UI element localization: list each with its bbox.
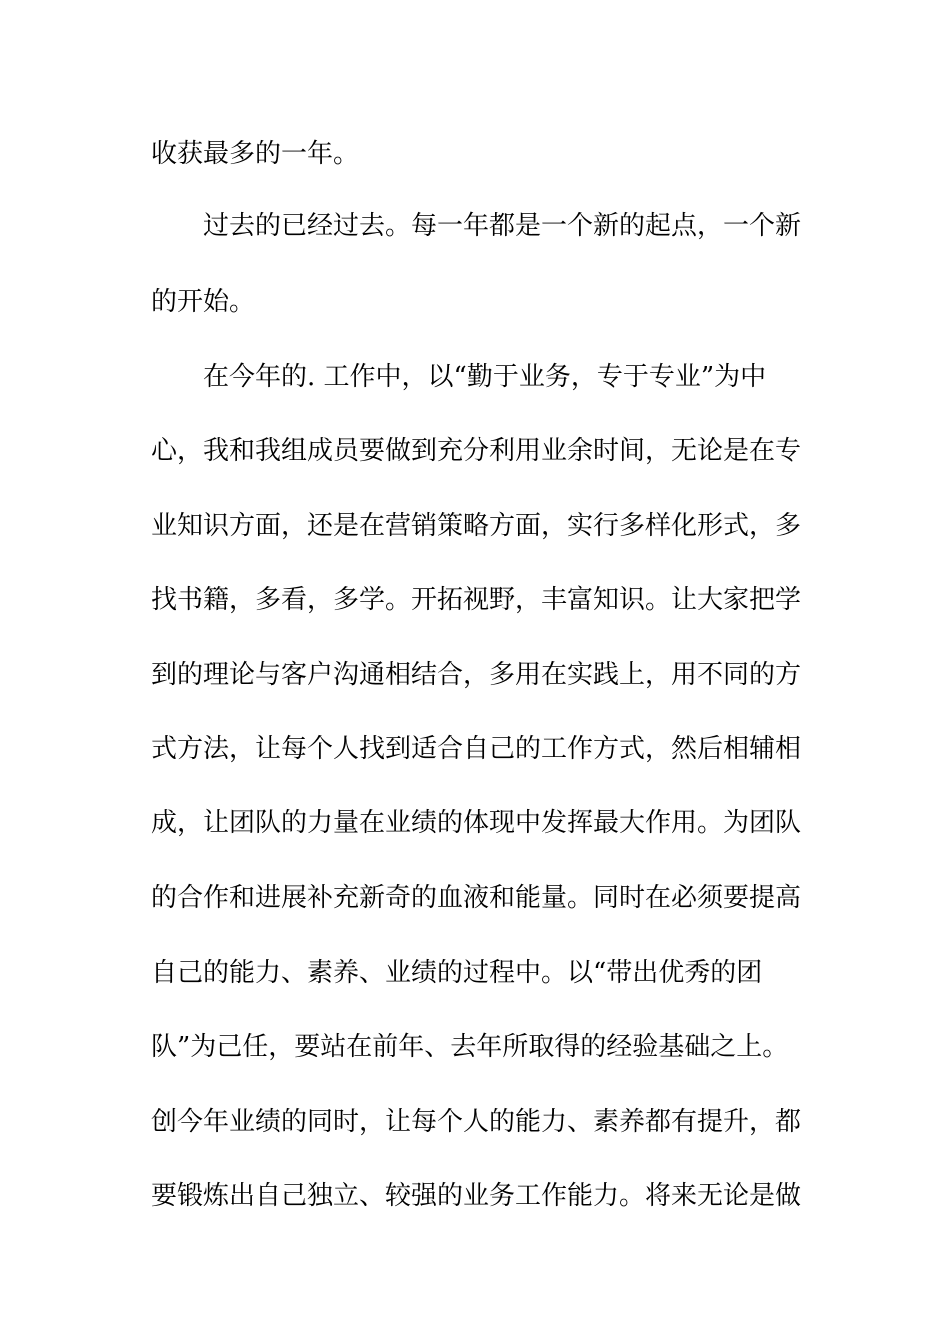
paragraph-first-line: 过去的已经过去。每一年都是一个新的起点，一个新: [203, 211, 802, 241]
text-line: 业知识方面，还是在营销策略方面，实行多样化形式，多: [151, 511, 802, 541]
text-line: 要锻炼出自己独立、较强的业务工作能力。将来无论是做: [151, 1181, 802, 1211]
text-line: 成，让团队的力量在业绩的体现中发挥最大作用。为团队: [151, 808, 802, 838]
text-line: 找书籍，多看，多学。开拓视野，丰富知识。让大家把学: [151, 585, 802, 615]
text-line: 式方法，让每个人找到适合自己的工作方式，然后相辅相: [151, 734, 802, 764]
text-line: 队”为己任，要站在前年、去年所取得的经验基础之上。: [151, 1032, 789, 1062]
text-line: 收获最多的一年。: [151, 139, 360, 169]
text-line: 心，我和我组成员要做到充分利用业余时间，无论是在专: [151, 436, 802, 466]
paragraph-first-line: 在今年的. 工作中，以“勤于业务，专于专业”为中: [203, 362, 767, 392]
text-line: 创今年业绩的同时，让每个人的能力、素养都有提升，都: [151, 1107, 802, 1137]
text-line: 到的理论与客户沟通相结合，多用在实践上，用不同的方: [151, 660, 802, 690]
text-line: 的开始。: [151, 287, 256, 317]
text-line: 自己的能力、素养、业绩的过程中。以“带出优秀的团: [151, 958, 763, 988]
text-line: 的合作和进展补充新奇的血液和能量。同时在必须要提高: [151, 883, 802, 913]
